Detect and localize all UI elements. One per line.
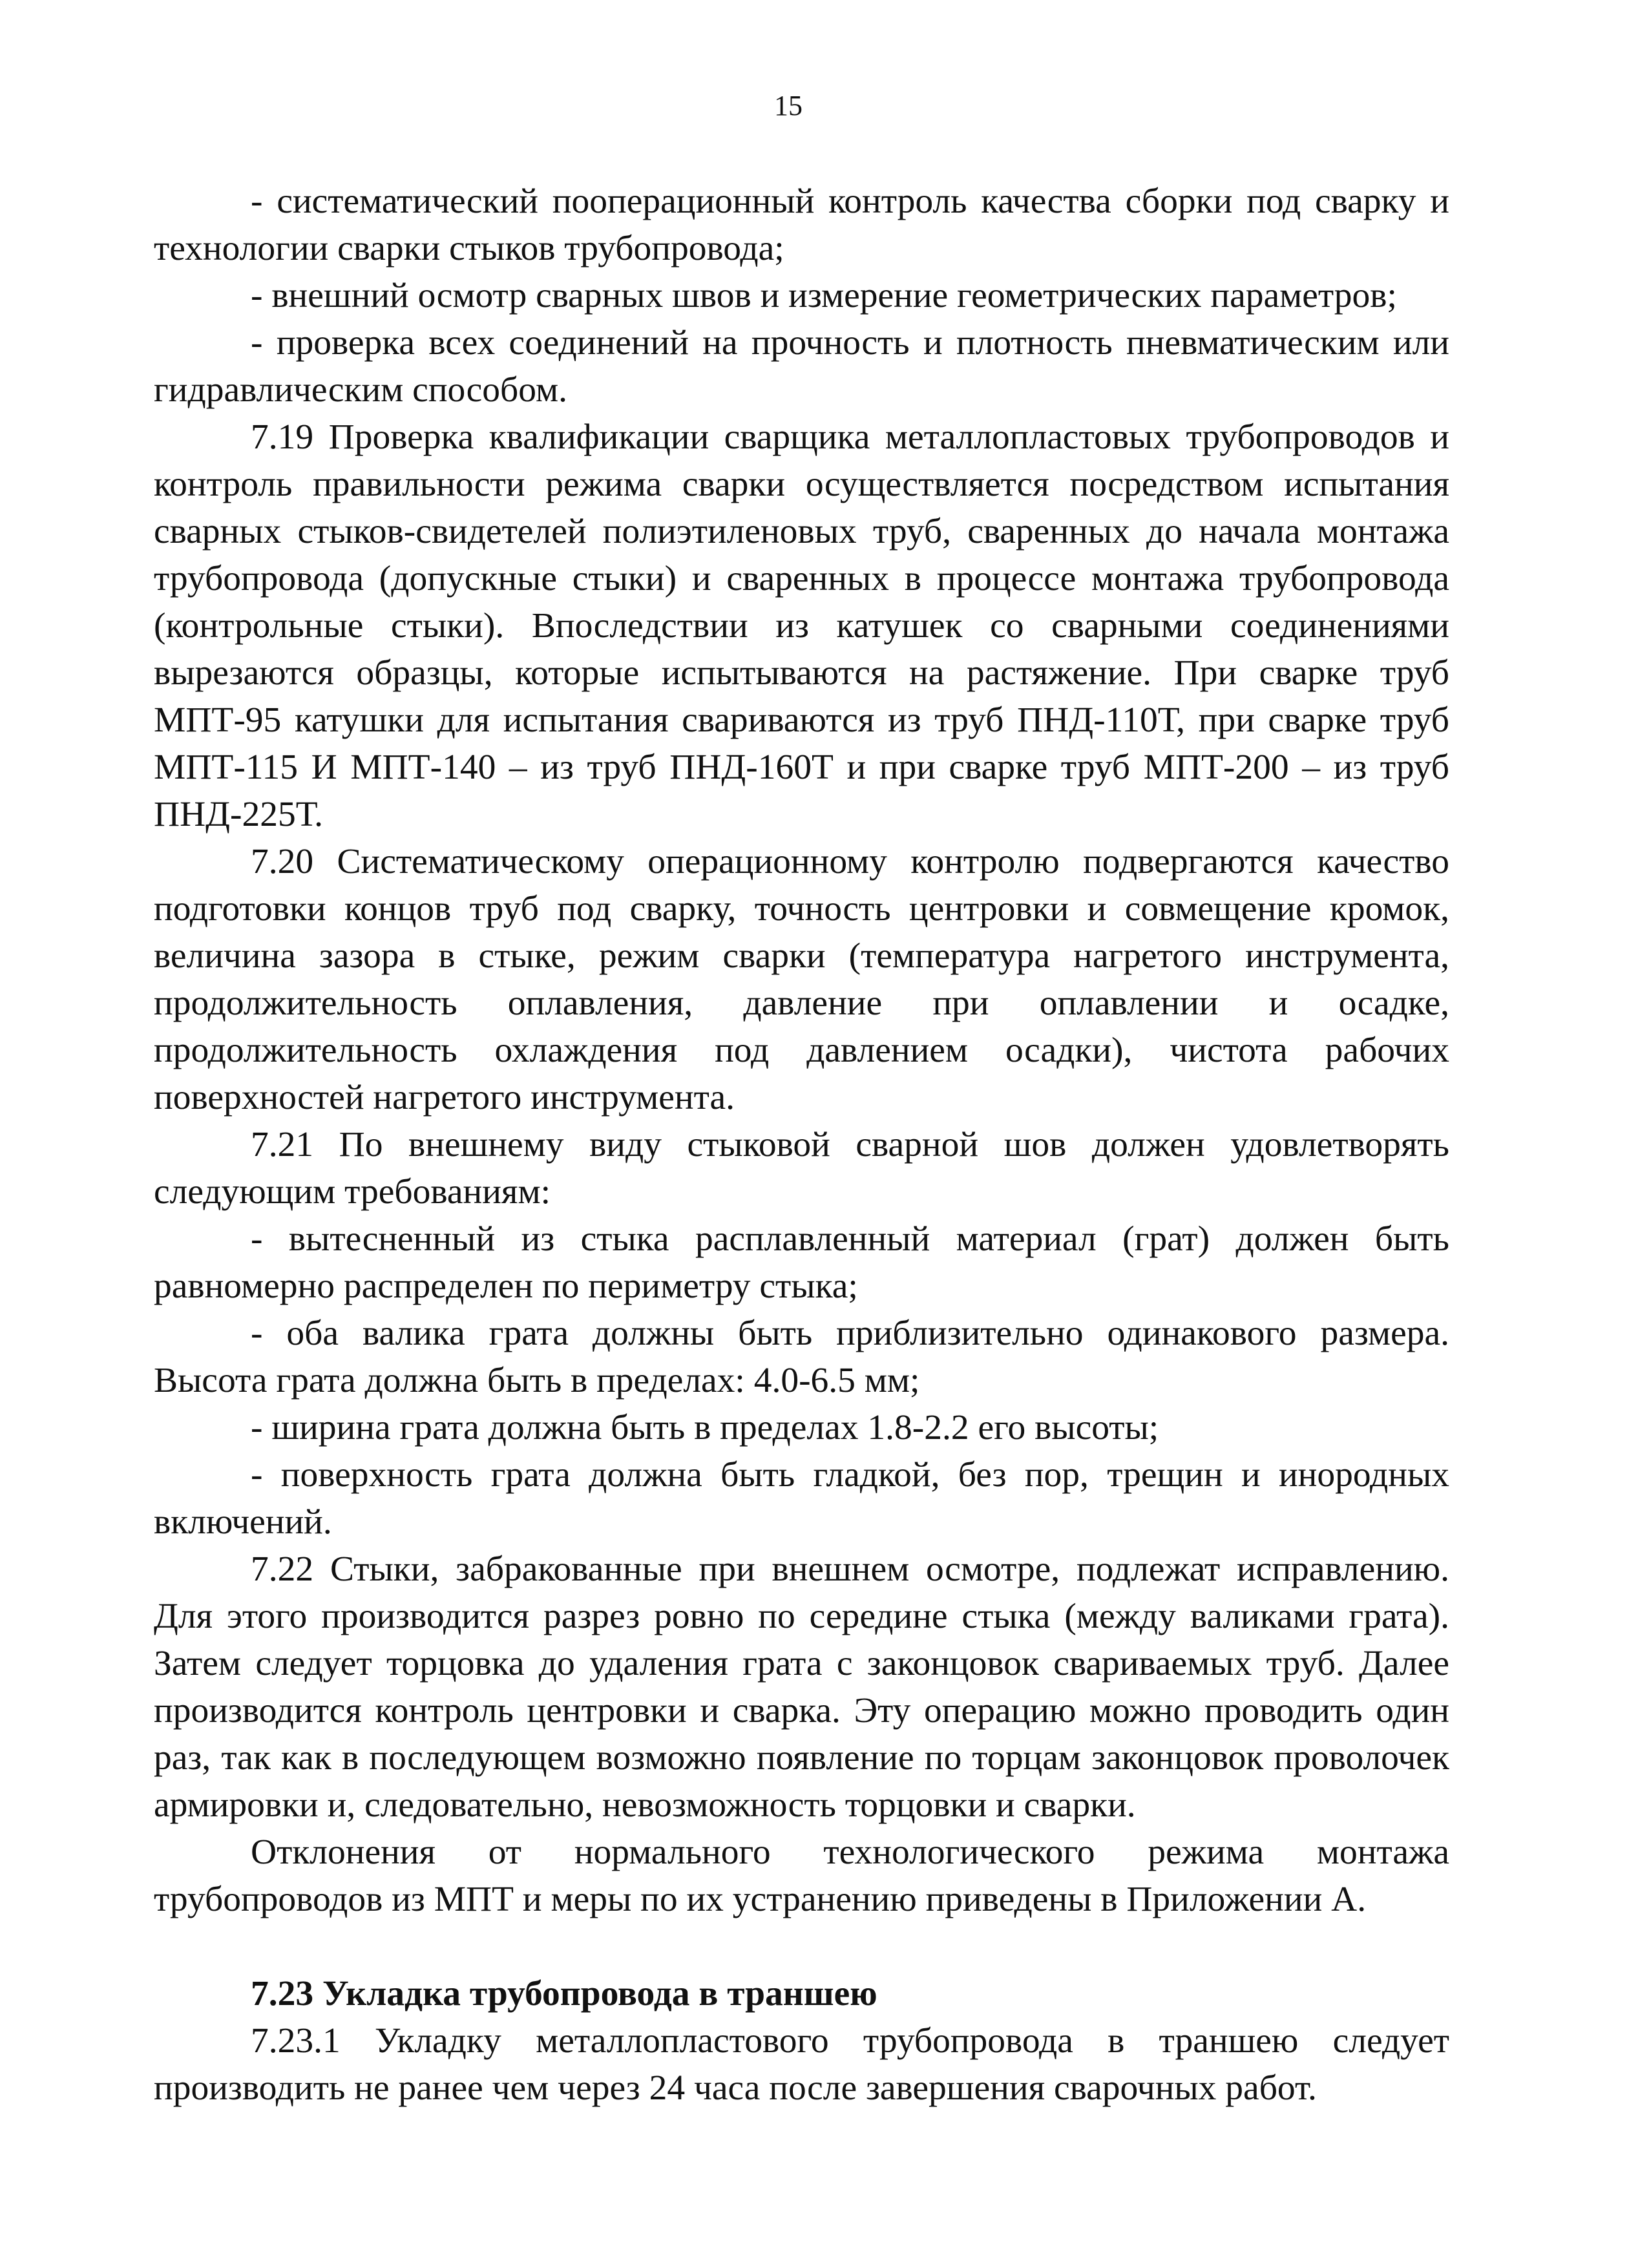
list-item-flash-width: - ширина грата должна быть в пределах 1.8-2.2 его высоты; [251,1408,1159,1447]
list-item-flash-distribution: - вытесненный из стыка расплавленный материал (грат) должен быть равномерно распределен по периметру стыка; [154,1219,1449,1306]
paragraph-deviations: Отклонения от нормального технологического режима монтажа трубопроводов из МПТ и меры по их устранению приведены в Приложении А. [154,1832,1449,1919]
list-item-assembly-control: - систематический пооперационный контроль качества сборки под сварку и технологии сварки стыков трубопровода; [154,182,1449,268]
document-body [154,178,1449,2112]
paragraph-7-20: 7.20 Систематическому операционному контролю подвергаются качество подготовки концов труб под сварку, точность центровки и совмещение кромок, величина зазора в стыке, режим сварки (температура нагретого инструмента, продолжительность оплавления, давление при оплавлении и осадке, продолжительность охлаждения под давлением осадки), чистота рабочих поверхностей нагретого инструмента. [154,842,1449,1117]
section-heading-7-23: 7.23 Укладка трубопровода в траншею [251,1974,877,2013]
list-item-flash-height: - оба валика грата должны быть приблизительно одинакового размера. Высота грата должна быть в пределах: 4.0-6.5 мм; [154,1314,1449,1400]
paragraph-7-21: 7.21 По внешнему виду стыковой сварной шов должен удовлетворять следующим требованиям: [154,1125,1449,1212]
paragraph-7-22: 7.22 Стыки, забракованные при внешнем осмотре, подлежат исправлению. Для этого производится разрез ровно по середине стыка (между валиками грата). Затем следует торцовка до удаления грата с законцовок свариваемых труб. Далее производится контроль центровки и сварка. Эту операцию можно проводить один раз, так как в последующем возможно появление по торцам законцовок проволочек армировки и, следовательно, невозможность торцовки и сварки. [154,1549,1449,1825]
list-item-strength-test: - проверка всех соединений на прочность и плотность пневматическим или гидравлическим способом. [154,323,1449,410]
page-number: 15 [774,90,803,121]
paragraph-7-23-1: 7.23.1 Укладку металлопластового трубопровода в траншею следует производить не ранее чем через 24 часа после завершения сварочных работ. [154,2021,1449,2108]
list-item-visual-inspection: - внешний осмотр сварных швов и измерение геометрических параметров; [251,276,1397,315]
paragraph-7-19: 7.19 Проверка квалификации сварщика металлопластовых трубопроводов и контроль правильности режима сварки осуществляется посредством испытания сварных стыков-свидетелей полиэтиленовых труб, сваренных до начала монтажа трубопровода (допускные стыки) и сваренных в процессе монтажа трубопровода (контрольные стыки). Впоследствии из катушек со сварными соединениями вырезаются образцы, которые испытываются на растяжение. При сварке труб МПТ-95 катушки для испытания свариваются из труб ПНД-110Т, при сварке труб МПТ-115 И МПТ-140 – из труб ПНД-160Т и при сварке труб МПТ-200 – из труб ПНД-225Т. [154,417,1449,834]
list-item-flash-surface: - поверхность грата должна быть гладкой, без пор, трещин и инородных включений. [154,1455,1449,1542]
